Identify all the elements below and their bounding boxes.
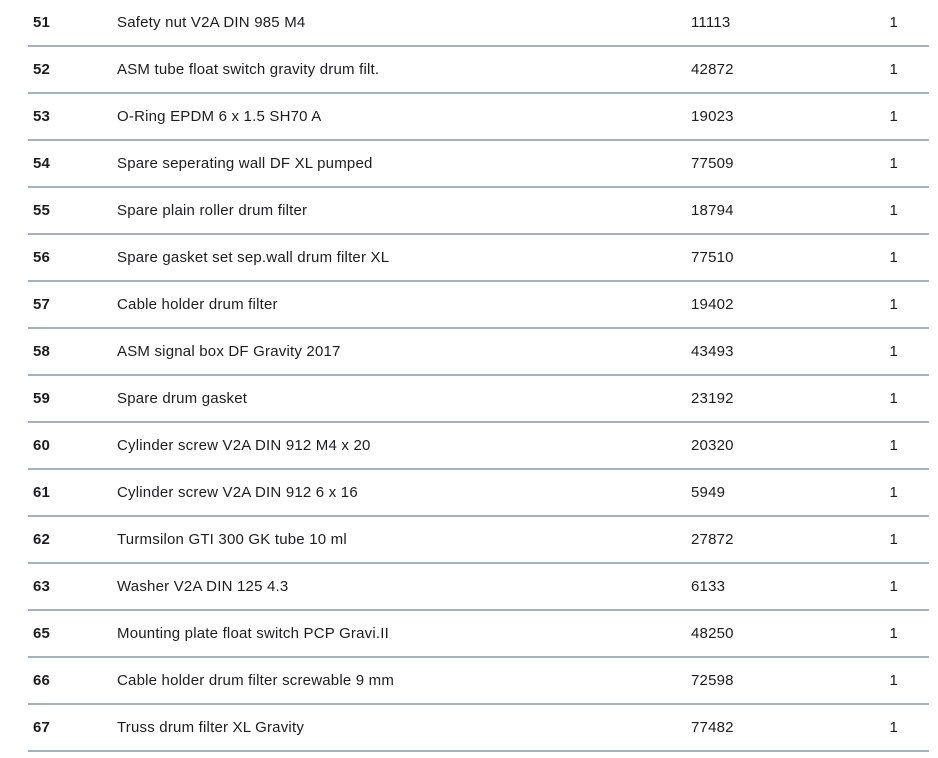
row-part-number: 5949 — [691, 484, 726, 501]
table-row — [28, 235, 929, 282]
row-part-number: 42872 — [691, 61, 734, 78]
row-part-number: 11113 — [691, 14, 731, 31]
row-quantity: 1 — [889, 343, 898, 360]
row-description: Cable holder drum filter screwable 9 mm — [117, 672, 395, 689]
row-description: Washer V2A DIN 125 4.3 — [117, 578, 289, 595]
row-quantity: 1 — [889, 531, 898, 548]
row-part-number: 27872 — [691, 531, 734, 548]
row-position-number: 63 — [33, 578, 51, 595]
row-position-number: 51 — [33, 14, 51, 31]
row-quantity: 1 — [889, 202, 898, 219]
row-position-number: 60 — [33, 437, 51, 454]
row-quantity: 1 — [889, 484, 898, 501]
table-row — [28, 282, 929, 329]
row-part-number: 19023 — [691, 108, 734, 125]
row-description: ASM signal box DF Gravity 2017 — [117, 343, 341, 360]
row-part-number: 72598 — [691, 672, 734, 689]
row-position-number: 54 — [33, 155, 51, 172]
row-quantity: 1 — [889, 14, 898, 31]
row-position-number: 62 — [33, 531, 51, 548]
row-description: Turmsilon GTI 300 GK tube 10 ml — [117, 531, 347, 548]
table-row — [28, 376, 929, 423]
row-position-number: 66 — [33, 672, 51, 689]
row-quantity: 1 — [889, 672, 898, 689]
row-quantity: 1 — [889, 108, 898, 125]
row-quantity: 1 — [889, 578, 898, 595]
table-row — [28, 470, 929, 517]
row-description: Mounting plate float switch PCP Gravi.II — [117, 625, 390, 642]
row-quantity: 1 — [889, 296, 898, 313]
row-quantity: 1 — [889, 155, 898, 172]
row-description: Safety nut V2A DIN 985 M4 — [117, 14, 306, 31]
table-row — [28, 517, 929, 564]
row-description: Truss drum filter XL Gravity — [117, 719, 305, 736]
row-description: Spare gasket set sep.wall drum filter XL — [117, 249, 390, 266]
parts-table — [28, 0, 929, 752]
row-position-number: 55 — [33, 202, 51, 219]
table-row — [28, 0, 929, 47]
row-description: ASM tube float switch gravity drum filt. — [117, 61, 380, 78]
row-quantity: 1 — [889, 625, 898, 642]
row-part-number: 18794 — [691, 202, 734, 219]
table-row — [28, 423, 929, 470]
row-part-number: 20320 — [691, 437, 734, 454]
row-description: Cable holder drum filter — [117, 296, 278, 313]
row-position-number: 53 — [33, 108, 51, 125]
row-description: Cylinder screw V2A DIN 912 6 x 16 — [117, 484, 358, 501]
row-position-number: 56 — [33, 249, 51, 266]
row-part-number: 23192 — [691, 390, 734, 407]
row-position-number: 67 — [33, 719, 51, 736]
row-part-number: 48250 — [691, 625, 734, 642]
table-row — [28, 94, 929, 141]
row-position-number: 59 — [33, 390, 51, 407]
row-quantity: 1 — [889, 61, 898, 78]
row-quantity: 1 — [889, 437, 898, 454]
table-row — [28, 329, 929, 376]
row-part-number: 77509 — [691, 155, 734, 172]
table-row — [28, 611, 929, 658]
row-position-number: 57 — [33, 296, 51, 313]
row-position-number: 52 — [33, 61, 51, 78]
row-description: Spare seperating wall DF XL pumped — [117, 155, 373, 172]
table-row — [28, 47, 929, 94]
row-position-number: 61 — [33, 484, 51, 501]
table-row — [28, 705, 929, 752]
row-position-number: 65 — [33, 625, 51, 642]
row-quantity: 1 — [889, 719, 898, 736]
row-part-number: 77510 — [691, 249, 734, 266]
table-row — [28, 188, 929, 235]
row-quantity: 1 — [889, 249, 898, 266]
row-quantity: 1 — [889, 390, 898, 407]
row-description: O-Ring EPDM 6 x 1.5 SH70 A — [117, 108, 322, 125]
row-part-number: 77482 — [691, 719, 734, 736]
row-description: Spare plain roller drum filter — [117, 202, 308, 219]
table-row — [28, 564, 929, 611]
table-row — [28, 658, 929, 705]
row-position-number: 58 — [33, 343, 51, 360]
row-part-number: 43493 — [691, 343, 734, 360]
row-part-number: 6133 — [691, 578, 726, 595]
row-part-number: 19402 — [691, 296, 734, 313]
row-description: Cylinder screw V2A DIN 912 M4 x 20 — [117, 437, 371, 454]
table-row — [28, 141, 929, 188]
row-description: Spare drum gasket — [117, 390, 248, 407]
